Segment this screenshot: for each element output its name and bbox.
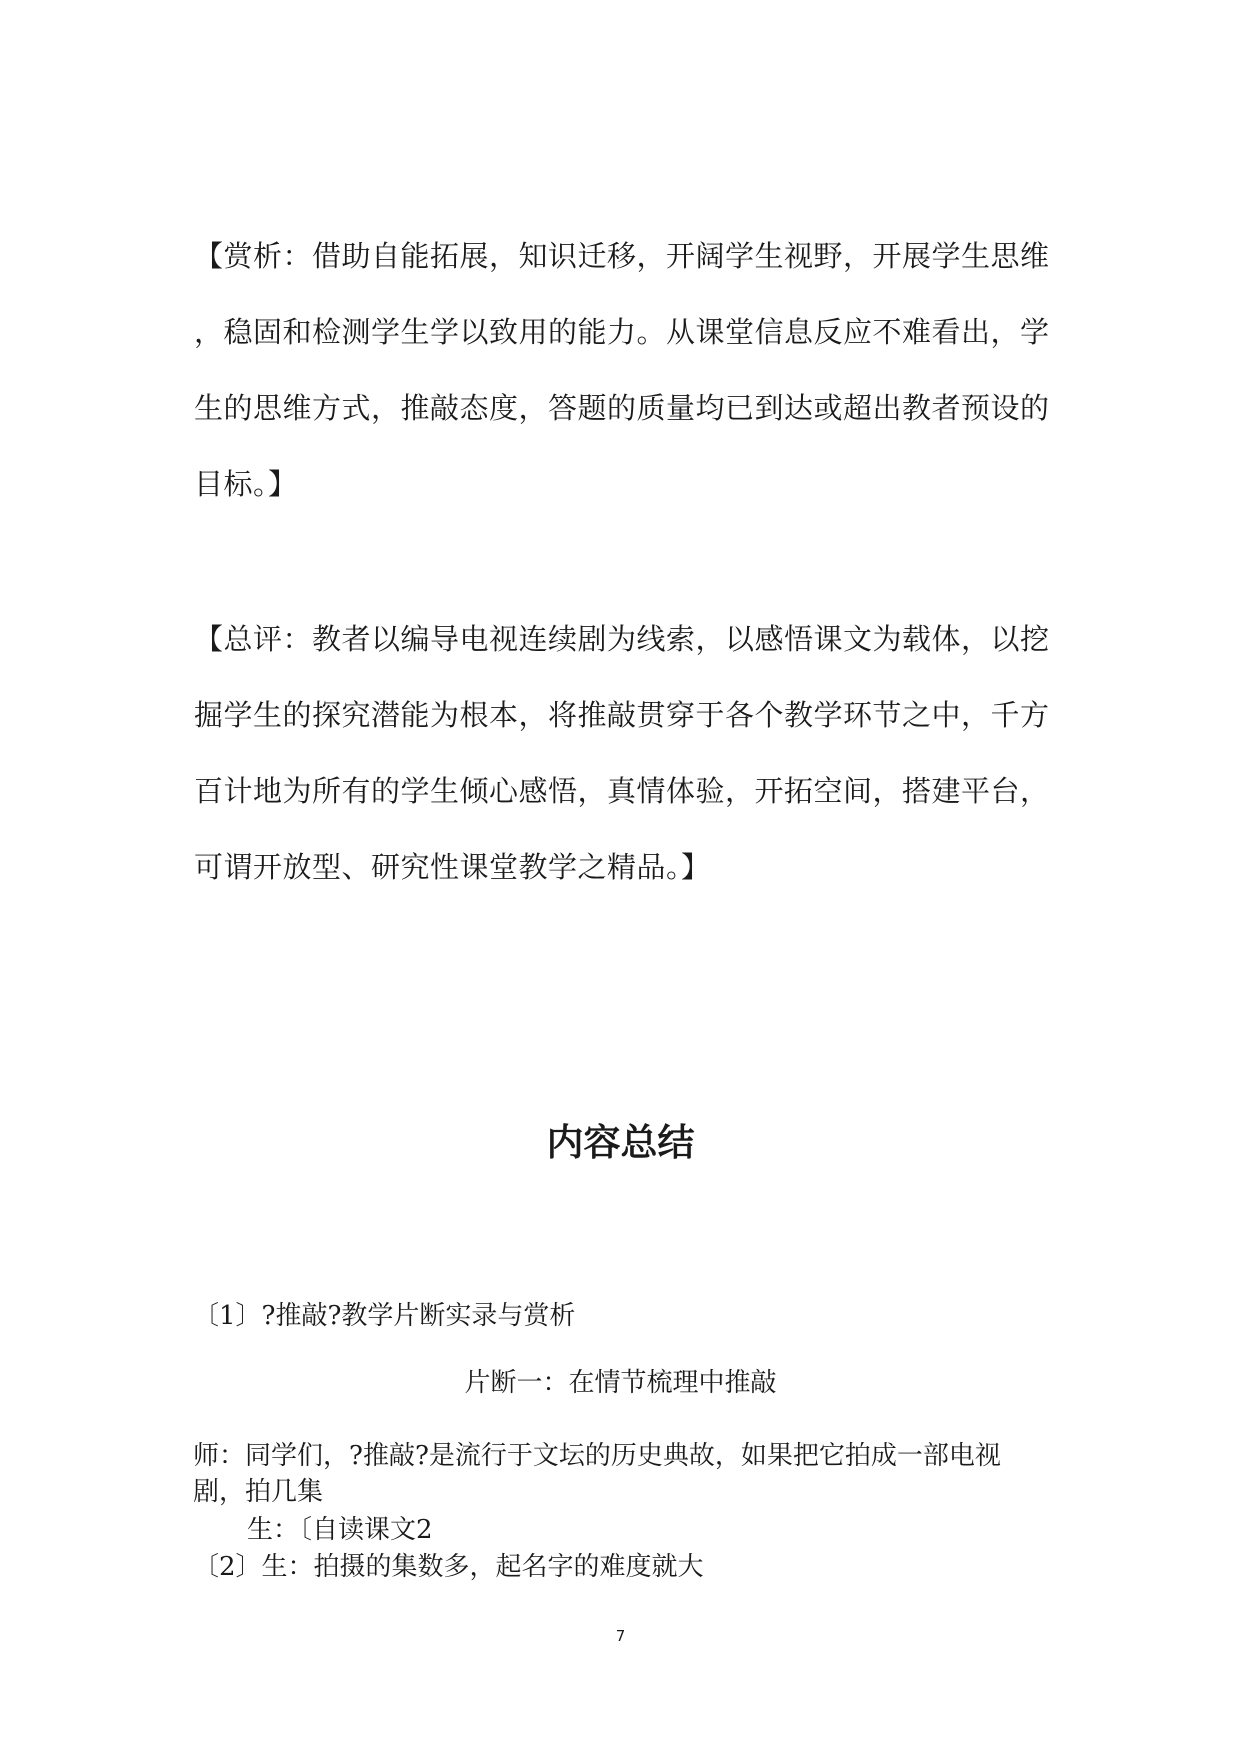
- teacher-dialogue-line: 剧，拍几集: [193, 1477, 324, 1507]
- summary-review-line: 【总评：教者以编导电视连续剧为线索，以感悟课文为载体，以挖: [194, 622, 1050, 656]
- page-number: 7: [615, 1627, 626, 1645]
- appreciation-line: ，稳固和检测学生学以致用的能力。从课堂信息反应不难看出，学: [194, 315, 1050, 349]
- student-dialogue-line: 生：〔自读课文2: [247, 1515, 433, 1545]
- summary-review-line: 百计地为所有的学生倾心感悟，真情体验，开拓空间，搭建平台，: [194, 774, 1050, 808]
- list-item-1: 〔1〕?推敲?教学片断实录与赏析: [193, 1301, 576, 1331]
- summary-review-line: 可谓开放型、研究性课堂教学之精品。】: [194, 850, 711, 884]
- appreciation-line: 【赏析：借助自能拓展，知识迁移，开阔学生视野，开展学生思维: [194, 239, 1050, 273]
- fragment-title: 片断一：在情节梳理中推敲: [464, 1368, 777, 1398]
- summary-review-line: 掘学生的探究潜能为根本，将推敲贯穿于各个教学环节之中，千方: [194, 698, 1050, 732]
- section-heading: 内容总结: [546, 1121, 695, 1164]
- appreciation-line: 目标。】: [194, 467, 298, 501]
- teacher-dialogue-line: 师：同学们，?推敲?是流行于文坛的历史典故，如果把它拍成一部电视: [193, 1441, 1001, 1471]
- appreciation-paragraph: [194, 218, 1050, 522]
- list-item-2: 〔2〕生：拍摄的集数多，起名字的难度就大: [193, 1552, 704, 1582]
- appreciation-line: 生的思维方式，推敲态度，答题的质量均已到达或超出教者预设的: [194, 391, 1050, 425]
- summary-review-paragraph: [194, 601, 1050, 905]
